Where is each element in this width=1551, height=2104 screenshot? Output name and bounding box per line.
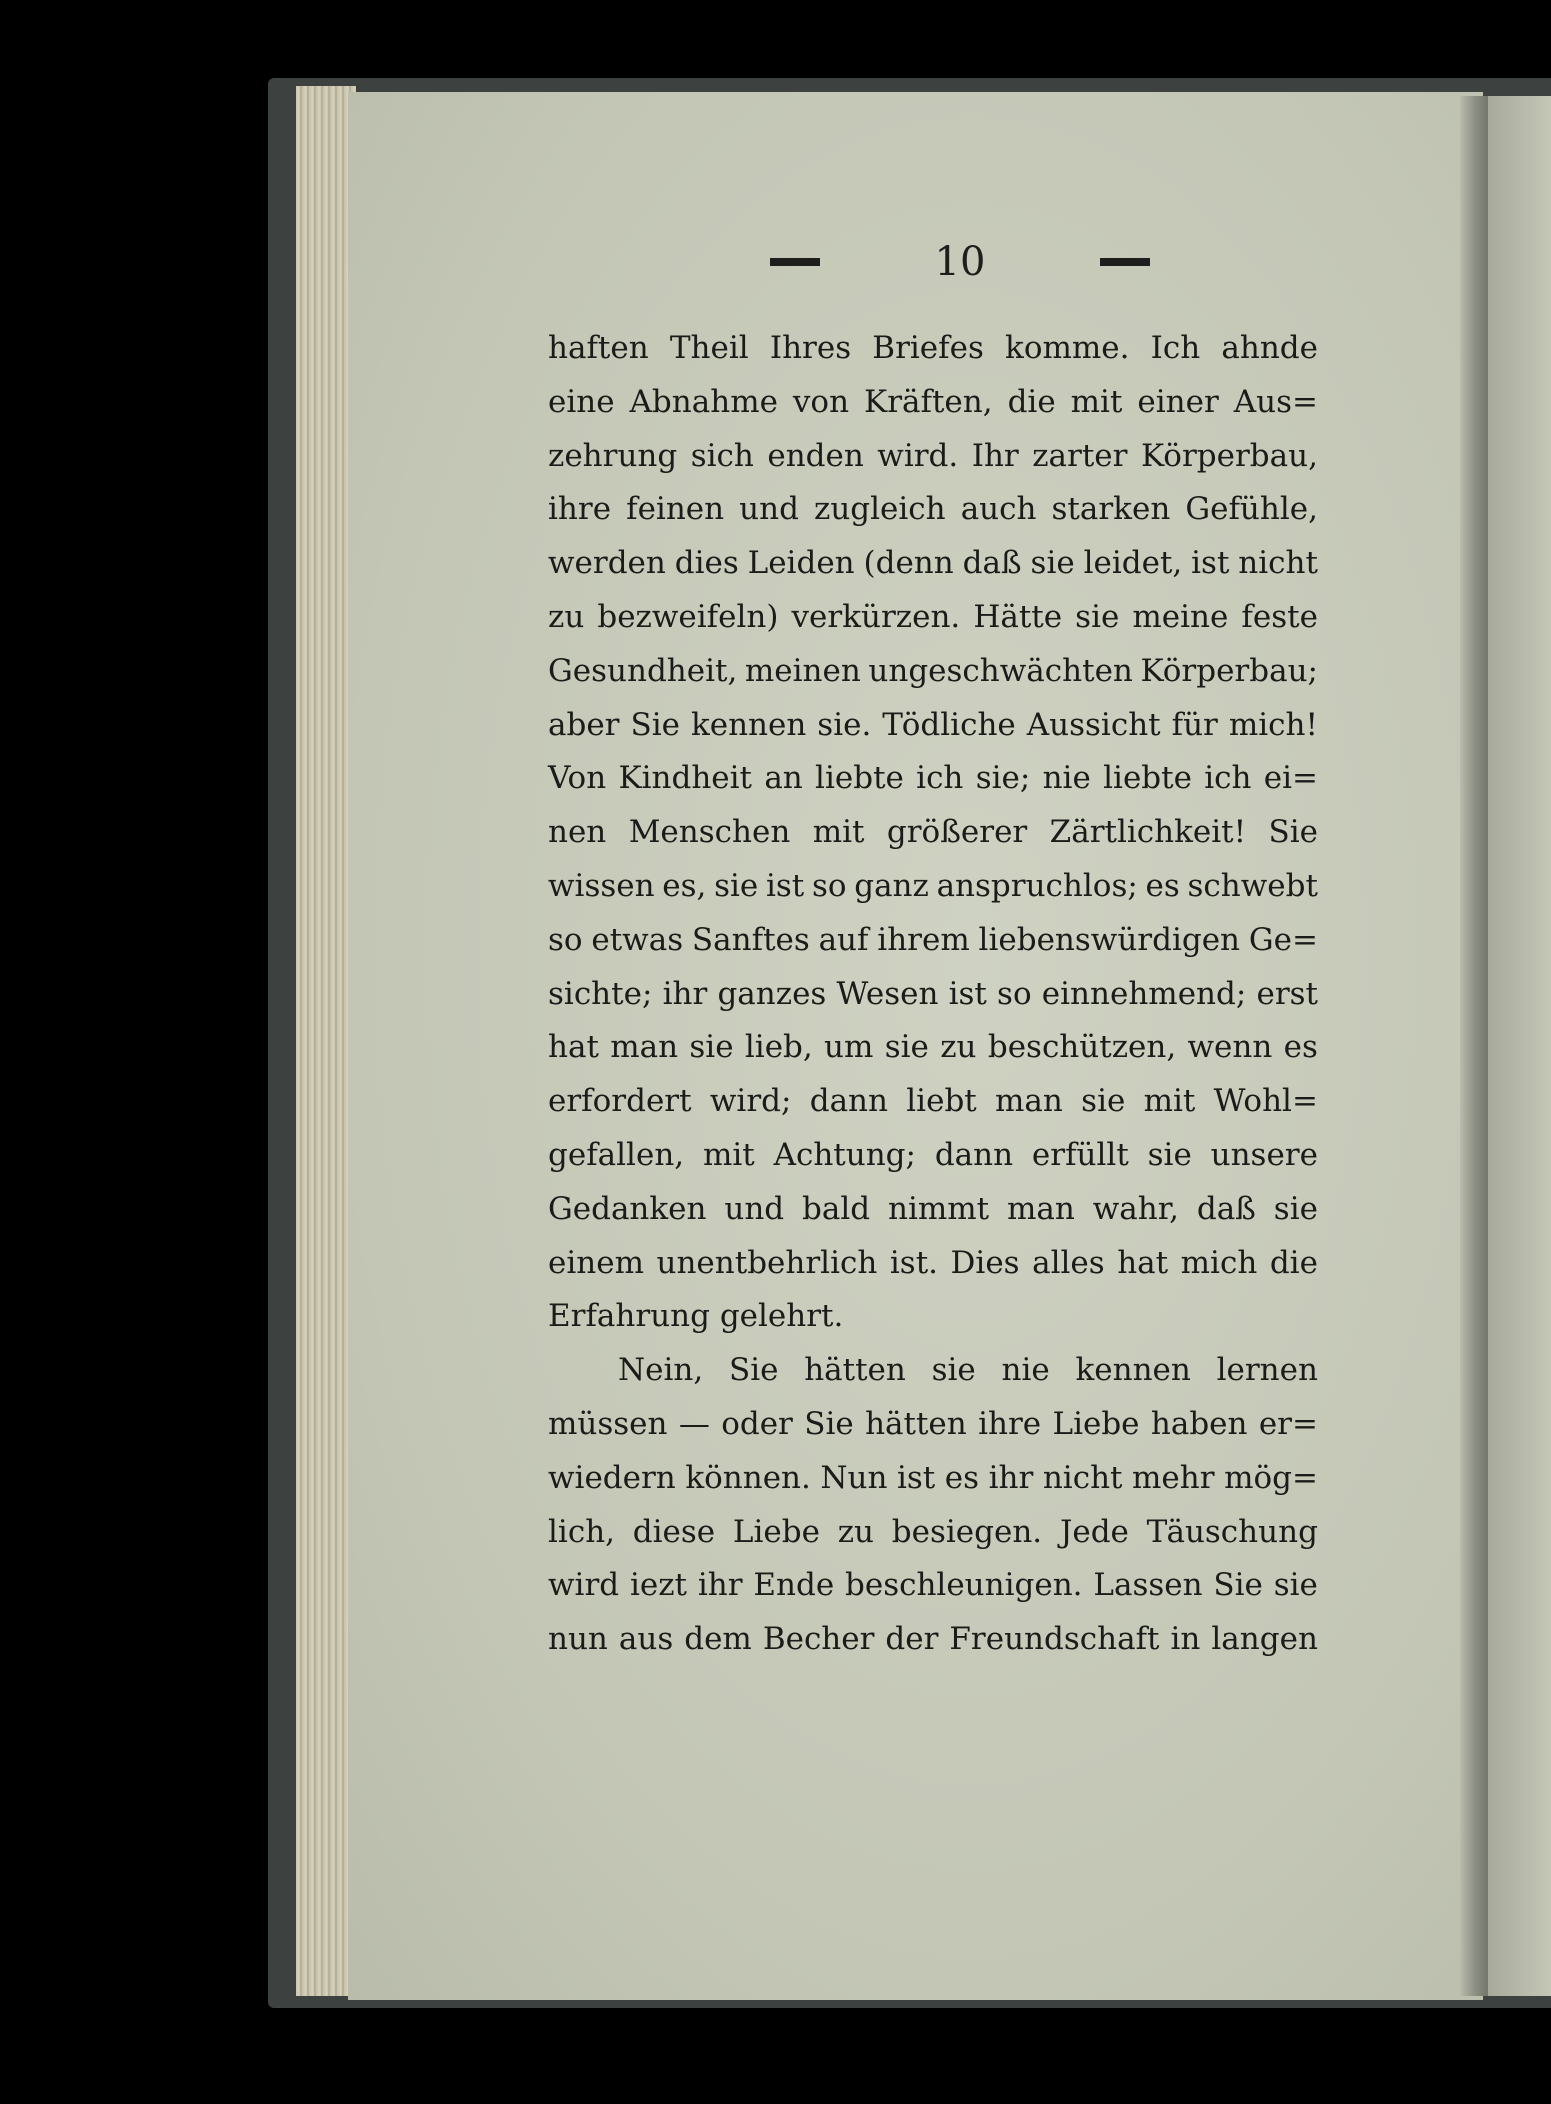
text-line: erfordert wird; dann liebt man sie mit Wohl= bbox=[548, 1083, 1318, 1120]
text-line: müssen — oder Sie hätten ihre Liebe haben er= bbox=[548, 1405, 1318, 1442]
text-line: Nein, Sie hätten sie nie kennen lernen bbox=[618, 1352, 1318, 1389]
text-line: werden dies Leiden (denn daß sie leidet, ist nicht bbox=[548, 545, 1318, 582]
text-line: eine Abnahme von Kräften, die mit einer Aus= bbox=[548, 383, 1318, 420]
page-edges bbox=[296, 86, 356, 1996]
facing-page-edge bbox=[1488, 96, 1551, 1996]
text-line: zehrung sich enden wird. Ihr zarter Körperbau, bbox=[548, 437, 1318, 474]
text-line: wissen es, sie ist so ganz anspruchlos; es schwebt bbox=[548, 867, 1318, 904]
text-line: aber Sie kennen sie. Tödliche Aussicht für mich! bbox=[548, 706, 1318, 743]
text-line: nun aus dem Becher der Freundschaft in langen bbox=[548, 1621, 1318, 1658]
text-line: wird iezt ihr Ende beschleunigen. Lassen Sie sie bbox=[548, 1567, 1318, 1604]
text-line: gefallen, mit Achtung; dann erfüllt sie unsere bbox=[548, 1136, 1318, 1173]
text-line: Gedanken und bald nimmt man wahr, daß sie bbox=[548, 1190, 1318, 1227]
page-header bbox=[770, 232, 1150, 292]
gutter-shadow bbox=[1460, 96, 1490, 1996]
header-dash-right bbox=[1100, 258, 1150, 266]
text-line: Erfahrung gelehrt. bbox=[548, 1298, 844, 1335]
text-line: zu bezweifeln) verkürzen. Hätte sie meine feste bbox=[548, 598, 1318, 635]
text-line: ihre feinen und zugleich auch starken Gefühle, bbox=[548, 491, 1318, 528]
text-line: einem unentbehrlich ist. Dies alles hat mich die bbox=[548, 1244, 1318, 1281]
text-line: lich, diese Liebe zu besiegen. Jede Täuschung bbox=[548, 1513, 1318, 1550]
body-text bbox=[548, 322, 1318, 1667]
header-dash-left bbox=[770, 258, 820, 266]
page-number: 10 bbox=[934, 239, 986, 285]
text-line: Gesundheit, meinen ungeschwächten Körperbau; bbox=[548, 652, 1318, 689]
text-line: sichte; ihr ganzes Wesen ist so einnehmend; erst bbox=[548, 975, 1318, 1012]
text-line: Von Kindheit an liebte ich sie; nie liebte ich ei= bbox=[548, 760, 1318, 797]
text-line: so etwas Sanftes auf ihrem liebenswürdigen Ge= bbox=[548, 921, 1318, 958]
text-line: wiedern können. Nun ist es ihr nicht mehr mög= bbox=[548, 1459, 1318, 1496]
text-line: hat man sie lieb, um sie zu beschützen, wenn es bbox=[548, 1029, 1318, 1066]
text-line: haften Theil Ihres Briefes komme. Ich ahnde bbox=[548, 330, 1318, 366]
text-line: nen Menschen mit größerer Zärtlichkeit! Sie bbox=[548, 814, 1318, 851]
